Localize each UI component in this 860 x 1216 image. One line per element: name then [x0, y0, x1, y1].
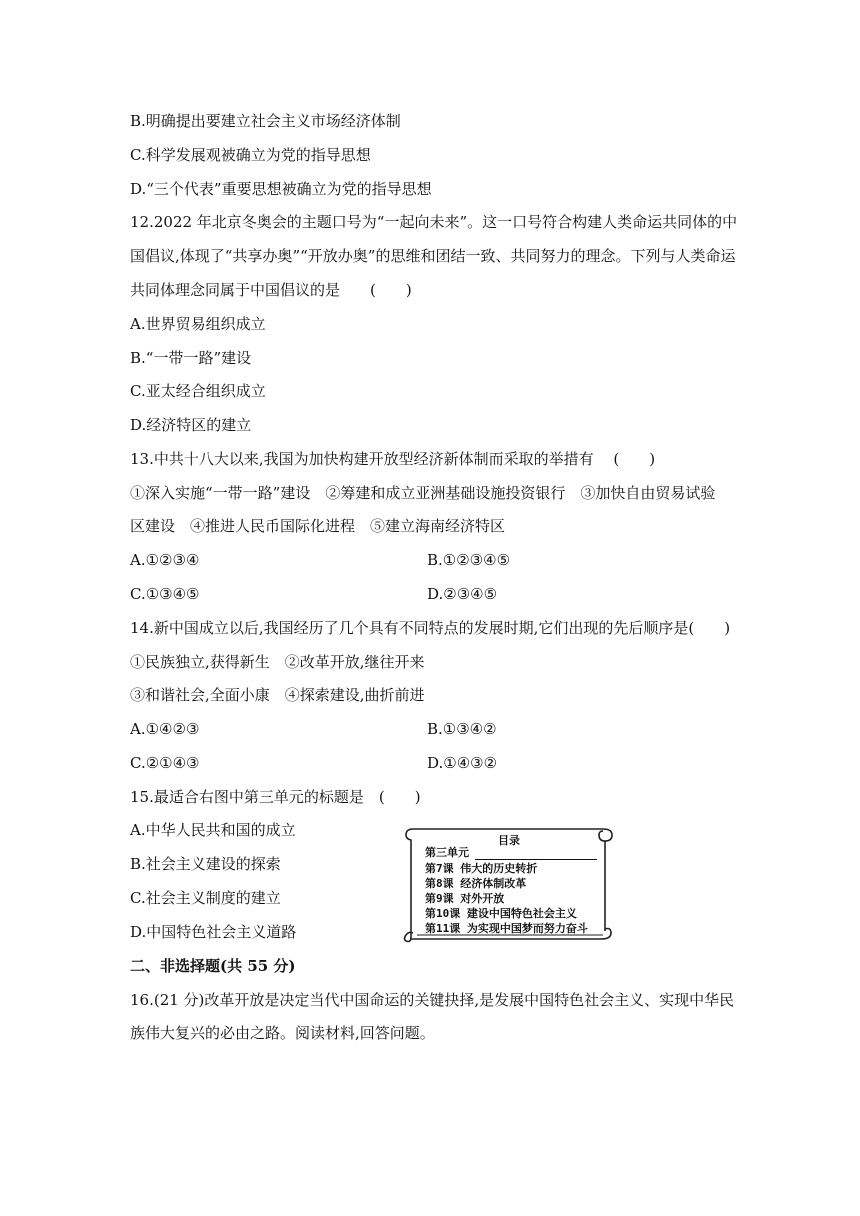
q13-option-d: D.②③④⑤: [427, 585, 498, 603]
q12-option-a: A.世界贸易组织成立: [130, 315, 266, 333]
q12-option-c: C.亚太经合组织成立: [130, 382, 266, 400]
q14-option-a: A.①④②③: [130, 720, 200, 738]
q14-stem: 14.新中国成立以后,我国经历了几个具有不同特点的发展时期,它们出现的先后顺序是( ): [130, 619, 731, 637]
q11-option-c: C.科学发展观被确立为党的指导思想: [130, 146, 371, 164]
section-heading-nonchoice: 二、非选择题(共 55 分): [130, 957, 296, 975]
q13-option-c: C.①③④⑤: [130, 585, 200, 603]
q14-option-c: C.②①④③: [130, 754, 200, 772]
toc-lesson: 第10课 建设中国特色社会主义: [425, 907, 577, 920]
q15-option-b: B.社会主义建设的探索: [130, 855, 281, 873]
toc-lesson: 第9课 对外开放: [425, 892, 505, 905]
q16-stem-line1: 16.(21 分)改革开放是决定当代中国命运的关键抉择,是发展中国特色社会主义、实现中华民: [130, 991, 735, 1009]
q14-option-b: B.①③④②: [427, 720, 497, 738]
toc-lesson: 第8课 经济体制改革: [425, 877, 527, 890]
toc-title: 目录: [498, 834, 520, 847]
q15-option-c: C.社会主义制度的建立: [130, 889, 281, 907]
toc-scroll-figure: [403, 823, 615, 945]
q15-option-d: D.中国特色社会主义道路: [130, 923, 297, 941]
q14-option-d: D.①④③②: [427, 754, 498, 772]
toc-lesson: 第7课 伟大的历史转折: [425, 862, 538, 875]
q14-items-line2: ③和谐社会,全面小康 ④探索建设,曲折前进: [130, 686, 425, 704]
q12-stem-line1: 12.2022 年北京冬奥会的主题口号为“一起向未来”。这一口号符合构建人类命运共同体的中: [130, 213, 738, 231]
q13-items-line1: ①深入实施“一带一路”建设 ②筹建和成立亚洲基础设施投资银行 ③加快自由贸易试验: [130, 484, 716, 502]
q13-option-b: B.①②③④⑤: [427, 551, 511, 569]
q12-option-d: D.经济特区的建立: [130, 416, 252, 434]
q15-option-a: A.中华人民共和国的成立: [130, 821, 296, 839]
toc-unit-blank: [475, 859, 597, 860]
q14-items-line1: ①民族独立,获得新生 ②改革开放,继往开来: [130, 653, 425, 671]
toc-lesson: 第11课 为实现中国梦而努力奋斗: [425, 922, 588, 935]
q12-option-b: B.“一带一路”建设: [130, 349, 252, 367]
q13-items-line2: 区建设 ④推进人民币国际化进程 ⑤建立海南经济特区: [130, 517, 506, 535]
toc-unit-label: 第三单元: [425, 846, 469, 859]
q13-stem: 13.中共十八大以来,我国为加快构建开放型经济新体制而采取的举措有 ( ): [130, 450, 656, 468]
q11-option-b: B.明确提出要建立社会主义市场经济体制: [130, 112, 401, 130]
q11-option-d: D.“三个代表”重要思想被确立为党的指导思想: [130, 180, 432, 198]
q12-stem-line3: 共同体理念同属于中国倡议的是 ( ): [130, 281, 412, 299]
q15-stem: 15.最适合右图中第三单元的标题是 ( ): [130, 788, 421, 806]
q13-option-a: A.①②③④: [130, 551, 200, 569]
q16-stem-line2: 族伟大复兴的必由之路。阅读材料,回答问题。: [130, 1024, 435, 1042]
q12-stem-line2: 国倡议,体现了“共享办奥”“开放办奥”的思维和团结一致、共同努力的理念。下列与人类命运: [130, 247, 736, 265]
